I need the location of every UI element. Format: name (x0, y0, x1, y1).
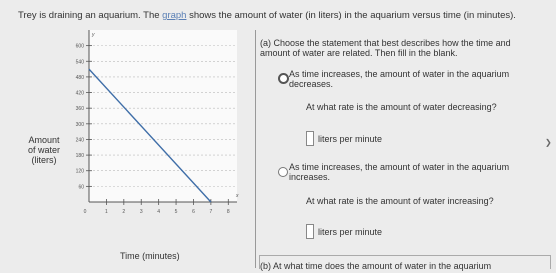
decrease-rate-input[interactable] (306, 131, 314, 146)
y-tick-label: 300 (75, 121, 84, 128)
x-tick-label: 5 (174, 209, 178, 215)
scroll-right-icon[interactable]: ❯ (545, 138, 552, 147)
problem-header (0, 0, 556, 26)
plot-background (89, 30, 237, 202)
scroll-area[interactable] (541, 30, 556, 268)
y-axis-title: Amount of water (liters) (27, 135, 60, 165)
increase-rate-input[interactable] (306, 224, 314, 239)
x-tick-label: 2 (122, 209, 126, 215)
y-tick-label: 540 (75, 59, 84, 66)
problem-text-end: shows the amount of water (in liters) in the aquarium versus time (in minutes). (186, 10, 516, 21)
question-panel (256, 30, 541, 271)
decrease-rate-question: At what rate is the amount of water decreasing? (306, 102, 497, 112)
y-tick-label: 480 (75, 74, 84, 81)
y-tick-label: 120 (75, 168, 84, 175)
part-b-box (259, 255, 551, 269)
x-tick-label: 8 (226, 209, 230, 215)
option-increases-radio[interactable] (278, 167, 288, 177)
problem-statement (18, 10, 516, 21)
increase-rate-unit: liters per minute (318, 227, 383, 237)
x-tick-label: 1 (105, 209, 108, 215)
part-a-prompt: (a) Choose the statement that best describes how the time and amount of water are related. Then fill in the blank. (260, 38, 511, 58)
option-decreases-radio[interactable] (278, 73, 289, 84)
option-increases-label[interactable]: As time increases, the amount of water in the aquarium increases. (289, 162, 510, 182)
y-tick-label: 600 (75, 43, 84, 50)
x-axis-title: Time (minutes) (120, 251, 180, 261)
y-tick-label: 360 (75, 106, 84, 113)
increase-rate-question: At what rate is the amount of water increasing? (306, 196, 494, 206)
x-axis-letter: x (236, 193, 239, 199)
x-tick-label: 4 (157, 209, 161, 215)
x-tick-label: 6 (192, 209, 195, 215)
y-tick-label: 240 (75, 137, 84, 144)
part-b-prompt: (b) At what time does the amount of water in the aquarium (260, 261, 492, 271)
decrease-rate-unit: liters per minute (318, 134, 383, 144)
origin-label: 0 (83, 209, 87, 215)
y-axis-letter: y (92, 32, 95, 38)
graph-area (0, 26, 255, 268)
y-tick-label: 60 (78, 184, 84, 191)
problem-text-start: Trey is draining an aquarium. The (18, 10, 163, 21)
y-tick-label: 420 (75, 90, 84, 97)
y-tick-label: 180 (75, 153, 84, 160)
x-tick-label: 3 (139, 209, 143, 215)
x-tick-label: 7 (209, 209, 213, 215)
graph-link[interactable]: graph (162, 10, 187, 21)
option-decreases-label[interactable]: As time increases, the amount of water in the aquarium decreases. (289, 69, 510, 89)
